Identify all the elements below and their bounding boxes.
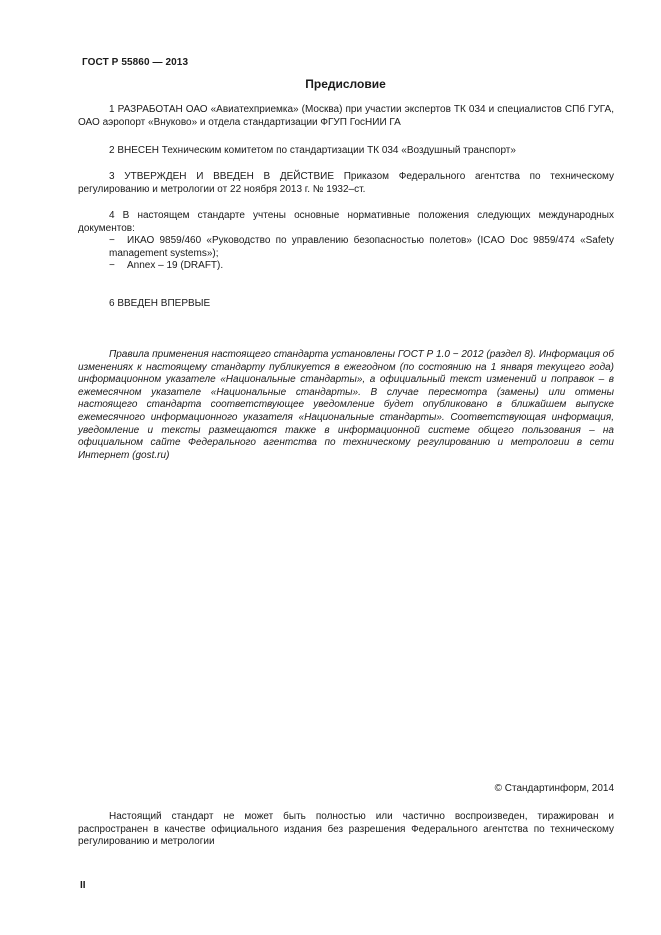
item-2-introduced: 2 ВНЕСЕН Техническим комитетом по стандартизации ТК 034 «Воздушный транспорт» xyxy=(109,145,516,156)
item-4-doc-2 xyxy=(78,260,614,273)
item-6-first-introduced: 6 ВВЕДЕН ВПЕРВЫЕ xyxy=(109,298,211,309)
page-number: II xyxy=(80,880,86,891)
item-4-doc-1 xyxy=(78,235,614,260)
item-4-doc-1-text: ИКАО 9859/460 «Руководство по управлению безопасностью полетов» (ICAO Doc 9859/474 «Safety management systems»); xyxy=(109,235,614,259)
item-4-doc-2-text: Annex – 19 (DRAFT). xyxy=(127,260,224,271)
item-3-approved: 3 УТВЕРЖДЕН И ВВЕДЕН В ДЕЙСТВИЕ Приказом Федерального агентства по техническому регулированию и метрологии от 22 ноября 2013 г. № 1932–ст. xyxy=(78,171,614,195)
application-rules-notice: Правила применения настоящего стандарта установлены ГОСТ Р 1.0 − 2012 (раздел 8). Информация об изменениях к настоящему стандарту публикуется в ежегодном (по состоянию на 1 января текущего года) информационном указателе «Национальные стандарты», а официальный текст изменений и поправок – в ежемесячном указателе «Национальные стандарты». В случае пересмотра (замены) или отмены настоящего стандарта соответствующее уведомление будет опубликовано в ближайшем выпуске ежемесячного информационного указателя «Национальные стандарты». Соответствующая информация, уведомление и тексты размещаются также в информационной системе общего пользования – на официальном сайте Федерального агентства по техническому регулированию и метрологии в сети Интернет (gost.ru) xyxy=(78,349,614,461)
item-4-block xyxy=(78,210,614,273)
item-4-intro: 4 В настоящем стандарте учтены основные нормативные положения следующих международных документов: xyxy=(78,210,614,234)
copyright-notice: © Стандартинформ, 2014 xyxy=(494,783,614,794)
dash-marker: − xyxy=(109,235,115,246)
standard-header: ГОСТ Р 55860 — 2013 xyxy=(82,57,189,68)
page-title: Предисловие xyxy=(305,77,386,91)
dash-marker: − xyxy=(109,260,115,271)
item-1-developed: 1 РАЗРАБОТАН ОАО «Авиатехприемка» (Москва) при участии экспертов ТК 034 и специалистов СПб ГУГА, ОАО аэропорт «Внуково» и отдела стандартизации ФГУП ГосНИИ ГА xyxy=(78,104,614,128)
reproduction-notice: Настоящий стандарт не может быть полностью или частично воспроизведен, тиражирован и распространен в качестве официального издания без разрешения Федерального агентства по техническому регулированию и метрологии xyxy=(78,811,614,847)
